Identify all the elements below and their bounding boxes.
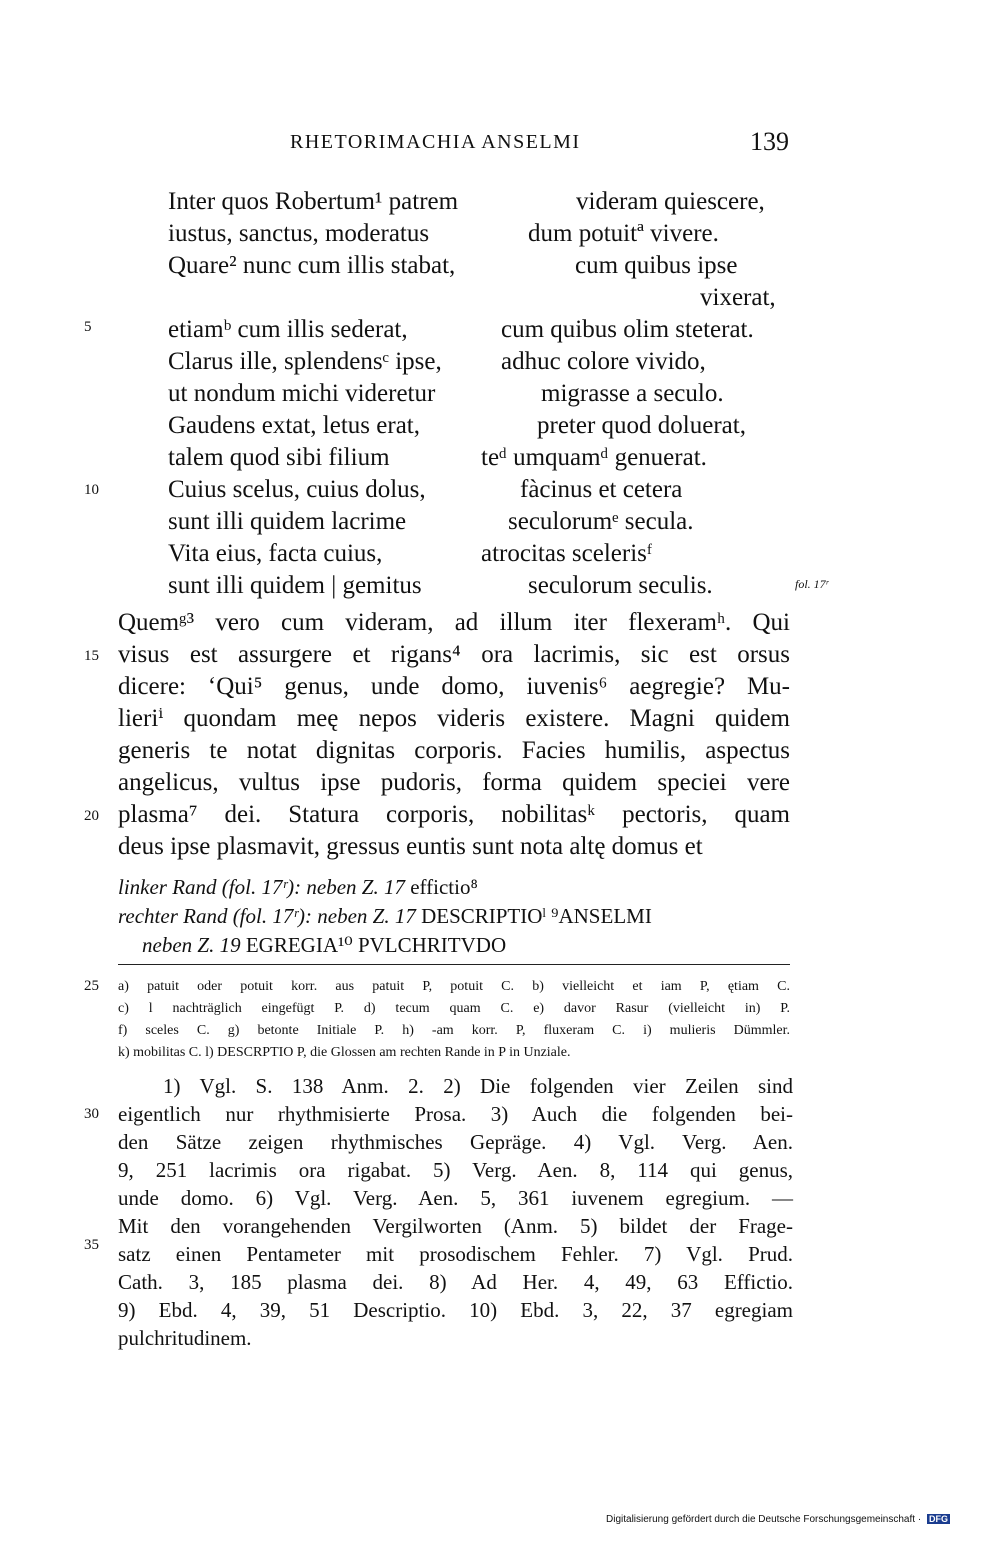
- footnote-divider: [118, 964, 790, 965]
- line-number: 5: [84, 319, 92, 335]
- credit-text: Digitalisierung gefördert durch die Deutsche Forschungsgemeinschaft: [606, 1514, 916, 1525]
- verse-second-half: cum quibus ipse: [575, 252, 738, 279]
- verse-second-half: teᵈ umquamᵈ genuerat.: [481, 444, 707, 471]
- prose-line: plasma⁷ dei. Statura corporis, nobilitasᵏ pectoris, quam: [118, 801, 790, 828]
- marginalia-text: effictio⁸: [404, 875, 478, 899]
- verse-line: [168, 346, 798, 378]
- line-number: 35: [84, 1237, 99, 1253]
- folio-marker: fol. 17ʳ: [795, 577, 829, 591]
- note-line: eigentlich nur rhythmisierte Prosa. 3) Auch die folgenden bei-: [118, 1102, 793, 1126]
- prose-line: angelicus, vultus ipse pudoris, forma quidem speciei vere: [118, 769, 790, 796]
- marginalia-line: [118, 873, 838, 902]
- verse-line: [168, 250, 798, 282]
- marginalia-ref: linker Rand (fol. 17ʳ): neben Z. 17: [118, 875, 405, 899]
- verse-first-half: Inter quos Robertum¹ patrem: [168, 188, 459, 215]
- verse-line: [168, 538, 798, 570]
- marginalia-ref: rechter Rand (fol. 17ʳ): neben Z. 17: [118, 904, 416, 928]
- line-number: 10: [84, 482, 99, 498]
- note-line: Mit den vorangehenden Vergilworten (Anm. 5) bildet der Frage-: [118, 1214, 793, 1238]
- verse-line: [168, 218, 798, 250]
- note-line: den Sätze zeigen rhythmisches Gepräge. 4) Vgl. Verg. Aen.: [118, 1130, 793, 1154]
- verse-first-half: talem quod sibi filium: [168, 444, 390, 471]
- verse-second-half: vixerat,: [700, 284, 776, 311]
- verse-first-half: sunt illi quidem | gemitus: [168, 572, 422, 599]
- verse-first-half: Vita eius, facta cuius,: [168, 540, 383, 567]
- verse-second-half: adhuc colore vivido,: [501, 348, 706, 375]
- verse-line: [168, 410, 798, 442]
- verse-second-half: fàcinus et cetera: [520, 476, 683, 503]
- page-number: 139: [750, 127, 789, 156]
- verse-first-half: ut nondum michi videretur: [168, 380, 436, 407]
- verse-first-half: sunt illi quidem lacrime: [168, 508, 407, 535]
- verse-line: [168, 282, 798, 314]
- prose-line: generis te notat dignitas corporis. Facies humilis, aspectus: [118, 737, 790, 764]
- verse-second-half: preter quod doluerat,: [537, 412, 746, 439]
- verse-second-half: cum quibus olim steterat.: [501, 316, 754, 343]
- note-line: satz einen Pentameter mit prosodischem Fehler. 7) Vgl. Prud.: [118, 1242, 793, 1266]
- verse-second-half: seculorum seculis.: [528, 572, 713, 599]
- verse-second-half: atrocitas scelerisᶠ: [481, 540, 653, 567]
- funding-credit: Digitalisierung gefördert durch die Deutsche Forschungsgemeinschaft · DFG: [606, 1514, 948, 1525]
- apparatus-line: a) patuit oder potuit korr. aus patuit P, potuit C. b) vielleicht et iam P, ętiam C.: [118, 979, 790, 994]
- note-line: unde domo. 6) Vgl. Verg. Aen. 5, 361 iuvenem egregium. —: [118, 1186, 793, 1210]
- verse-line: [168, 378, 798, 410]
- prose-line: dicere: ‘Qui⁵ genus, unde domo, iuvenis⁶ aegregie? Mu-: [118, 673, 790, 700]
- verse-first-half: iustus, sanctus, moderatus: [168, 220, 430, 247]
- line-number: 15: [84, 648, 99, 664]
- source-notes: [118, 1072, 793, 1352]
- verse-second-half: dum potuitª vivere.: [528, 220, 719, 247]
- verse-line: [168, 474, 798, 506]
- verse-second-half: videram quiescere,: [576, 188, 765, 215]
- verse-line: [168, 442, 798, 474]
- note-line: pulchritudinem.: [118, 1326, 252, 1350]
- marginalia-text: EGREGIA¹⁰ PVLCHRITVDO: [240, 933, 507, 957]
- note-line: 9, 251 lacrimis ora rigabat. 5) Verg. Aen. 8, 114 qui genus,: [118, 1158, 793, 1182]
- marginalia-text: DESCRIPTIOˡ ⁹ANSELMI: [415, 904, 652, 928]
- note-line: Cath. 3, 185 plasma dei. 8) Ad Her. 4, 49, 63 Effictio.: [118, 1270, 793, 1294]
- verse-first-half: Gaudens extat, letus erat,: [168, 412, 420, 439]
- apparatus-line: f) sceles C. g) betonte Initiale P. h) -am korr. P, fluxeram C. i) mulieris Dümmler.: [118, 1023, 790, 1038]
- verse-line: [168, 570, 798, 602]
- critical-apparatus: [118, 976, 790, 1064]
- verse-line: [168, 186, 798, 218]
- verse-line: [168, 314, 798, 346]
- prose-line: deus ipse plasmavit, gressus euntis sunt nota altę domus et: [118, 833, 703, 860]
- line-number: 30: [84, 1106, 99, 1122]
- prose-line: lieriⁱ quondam meę nepos videris existere. Magni quidem: [118, 705, 790, 732]
- prose-line: Quemᵍ³ vero cum videram, ad illum iter flexeramʰ. Qui: [118, 609, 790, 636]
- marginalia-ref: neben Z. 19: [142, 933, 241, 957]
- apparatus-line: c) l nachträglich eingefügt P. d) tecum quam C. e) davor Rasur (vielleicht in) P.: [118, 1001, 790, 1016]
- marginalia-line: [118, 931, 838, 960]
- note-line: 9) Ebd. 4, 39, 51 Descriptio. 10) Ebd. 3, 22, 37 egregiam: [118, 1298, 793, 1322]
- verse-second-half: seculorumᵉ secula.: [508, 508, 694, 535]
- line-number: 25: [84, 978, 99, 994]
- prose-block: [118, 607, 790, 863]
- verse-line: [168, 506, 798, 538]
- apparatus-line: k) mobilitas C. l) DESCRPTIO P, die Glossen am rechten Rande in P in Unziale.: [118, 1045, 571, 1060]
- verse-first-half: etiamᵇ cum illis sederat,: [168, 316, 408, 343]
- verse-first-half: Clarus ille, splendensᶜ ipse,: [168, 348, 442, 375]
- verse-first-half: Quare² nunc cum illis stabat,: [168, 252, 456, 279]
- running-title: RHETORIMACHIA ANSELMI: [290, 131, 581, 153]
- prose-line: visus est assurgere et rigans⁴ ora lacrimis, sic est orsus: [118, 641, 790, 668]
- line-number: 20: [84, 808, 99, 824]
- verse-second-half: migrasse a seculo.: [541, 380, 724, 407]
- verse-first-half: Cuius scelus, cuius dolus,: [168, 476, 426, 503]
- dfg-logo: DFG: [928, 1514, 948, 1524]
- marginalia-block: [118, 873, 838, 960]
- note-line: 1) Vgl. S. 138 Anm. 2. 2) Die folgenden vier Zeilen sind: [163, 1074, 793, 1098]
- marginalia-line: [118, 902, 838, 931]
